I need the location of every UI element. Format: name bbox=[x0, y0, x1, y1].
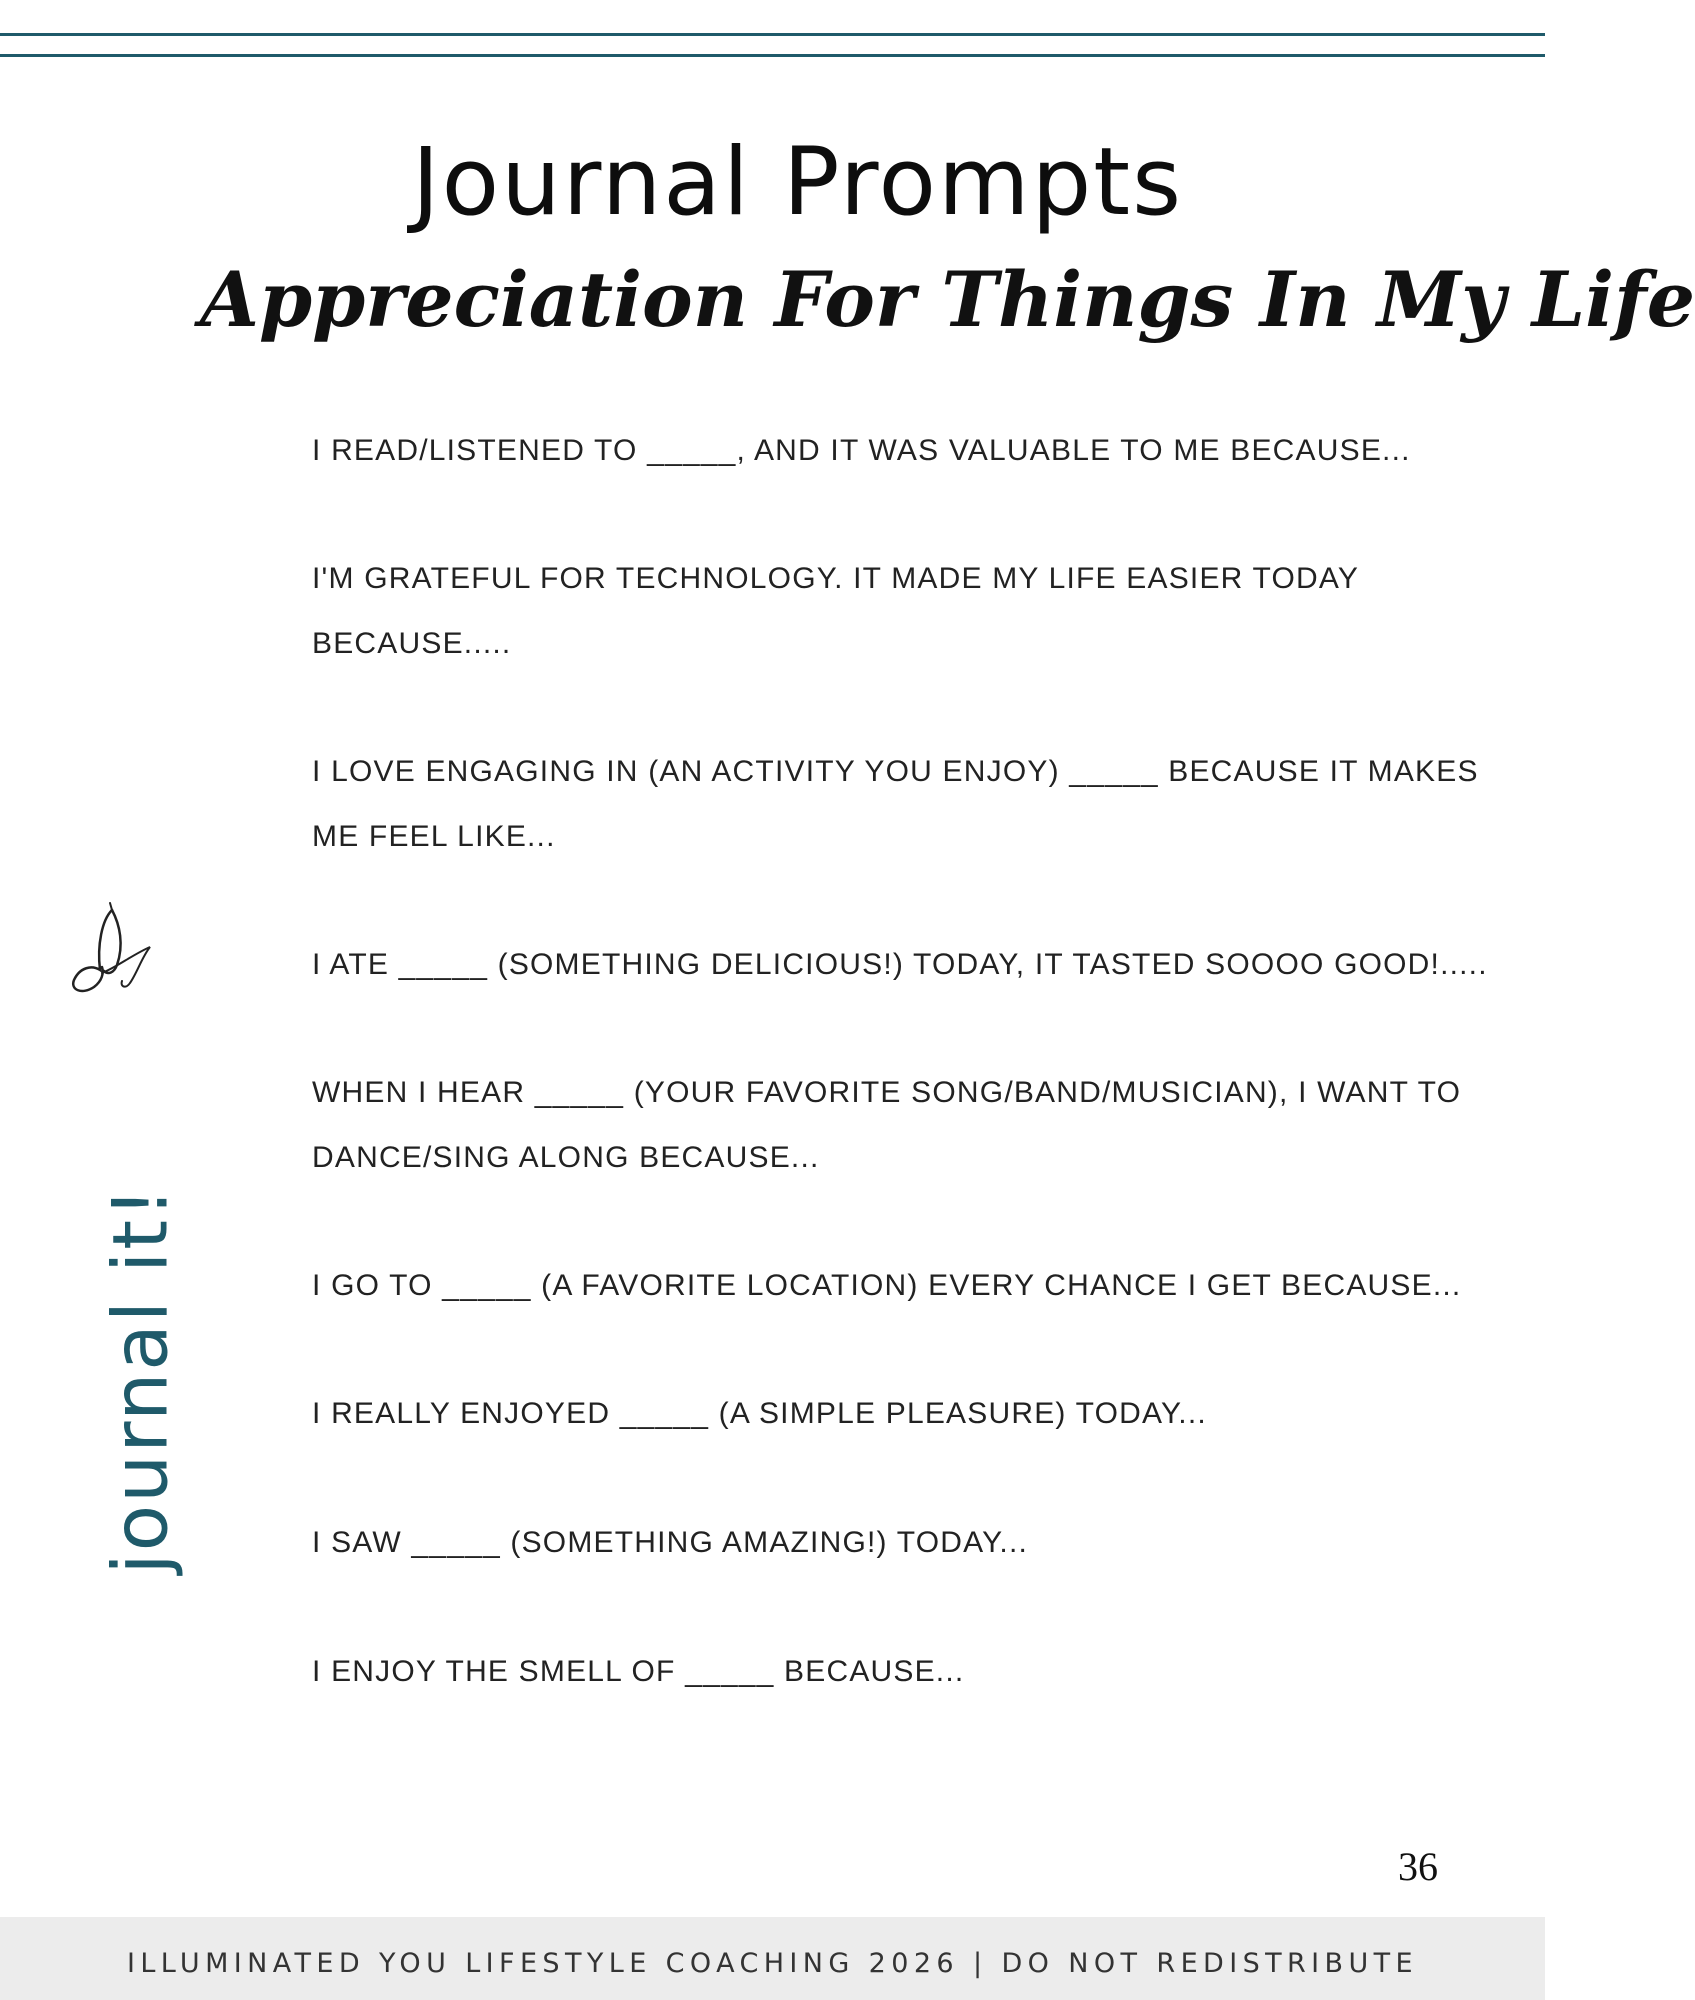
page-subtitle: Appreciation For Things In My Life bbox=[200, 255, 1695, 344]
page-number: 36 bbox=[1398, 1844, 1438, 1889]
top-rule bbox=[0, 33, 1545, 36]
top-rule bbox=[0, 54, 1545, 57]
prompt-item: I ENJOY THE SMELL OF _____ BECAUSE... bbox=[312, 1655, 965, 1688]
prompt-item: I LOVE ENGAGING IN (AN ACTIVITY YOU ENJOY) _____ BECAUSE IT MAKES ME FEEL LIKE... bbox=[312, 755, 1489, 853]
page-title: Journal Prompts bbox=[411, 128, 1184, 237]
prompt-item: I'M GRATEFUL FOR TECHNOLOGY. IT MADE MY LIFE EASIER TODAY BECAUSE..... bbox=[312, 562, 1369, 660]
side-label: journal it! bbox=[95, 1185, 185, 1575]
prompt-list bbox=[312, 418, 1522, 1768]
footer-text: ILLUMINATED YOU LIFESTYLE COACHING 2026 | DO NOT REDISTRIBUTE bbox=[127, 1948, 1418, 1979]
prompt-item: I SAW _____ (SOMETHING AMAZING!) TODAY... bbox=[312, 1526, 1029, 1559]
prompt-item: I ATE _____ (SOMETHING DELICIOUS!) TODAY, IT TASTED SOOOO GOOD!..... bbox=[312, 948, 1488, 981]
prompt-item: WHEN I HEAR _____ (YOUR FAVORITE SONG/BAND/MUSICIAN), I WANT TO DANCE/SING ALONG BECAUSE... bbox=[312, 1076, 1471, 1174]
prompt-item: I GO TO _____ (A FAVORITE LOCATION) EVERY CHANCE I GET BECAUSE... bbox=[312, 1269, 1462, 1302]
butterfly-icon bbox=[62, 895, 162, 1005]
prompt-item: I READ/LISTENED TO _____, AND IT WAS VALUABLE TO ME BECAUSE... bbox=[312, 434, 1411, 467]
prompt-item: I REALLY ENJOYED _____ (A SIMPLE PLEASURE) TODAY... bbox=[312, 1397, 1207, 1430]
